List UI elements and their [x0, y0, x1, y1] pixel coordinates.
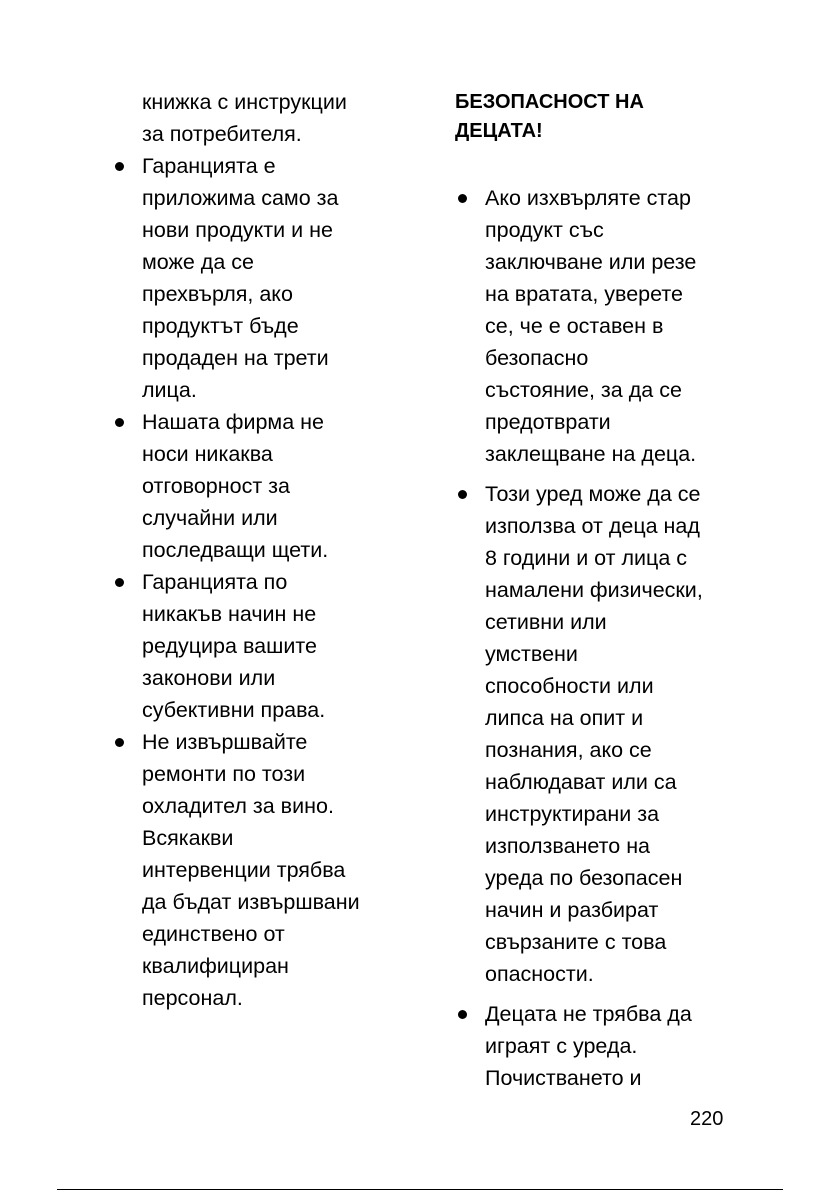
- bullet-list: [112, 150, 392, 1014]
- page-number: 220: [690, 1108, 724, 1130]
- text-line: за потребителя.: [142, 122, 302, 146]
- text-line: никакъв начин не: [142, 602, 317, 626]
- text-line: използването на: [485, 834, 651, 858]
- text-line: продукт със: [485, 218, 604, 242]
- continuation-text: [112, 86, 392, 150]
- text-line: продаден на трети: [142, 346, 329, 370]
- bullet-icon: [458, 1010, 467, 1019]
- left-column: [112, 86, 392, 1014]
- text-line: намалени физически,: [485, 578, 703, 602]
- list-item: [112, 150, 392, 406]
- bullet-icon: [115, 162, 124, 171]
- section-heading: [455, 86, 745, 146]
- text-line: редуцира вашите: [142, 634, 317, 658]
- text-line: се, че е оставен в: [485, 314, 664, 338]
- text-line: може да се: [142, 250, 254, 274]
- text-line: персонал.: [142, 986, 243, 1010]
- text-line: опасности.: [485, 962, 594, 986]
- text-line: уреда по безопасен: [485, 866, 683, 890]
- text-line: Нашата фирма не: [142, 410, 324, 434]
- list-item: [112, 726, 392, 1014]
- text-line: приложима само за: [142, 186, 339, 210]
- text-line: нови продукти и не: [142, 218, 333, 242]
- text-line: заклещване на деца.: [485, 442, 697, 466]
- text-line: състояние, за да се: [485, 378, 682, 402]
- footer-divider: [57, 1189, 783, 1190]
- text-line: инструктирани за: [485, 802, 660, 826]
- text-line: Всякакви: [142, 826, 234, 850]
- bullet-icon: [458, 194, 467, 203]
- text-line: книжка с инструкции: [142, 90, 347, 114]
- text-line: квалифициран: [142, 954, 289, 978]
- right-column: [455, 86, 745, 1094]
- list-item: [455, 182, 745, 470]
- bullet-icon: [115, 578, 124, 587]
- text-line: заключване или резе: [485, 250, 697, 274]
- list-item: [455, 998, 745, 1094]
- text-line: наблюдават или са: [485, 770, 677, 794]
- text-line: свързаните с това: [485, 930, 667, 954]
- text-line: безопасно: [485, 346, 589, 370]
- text-line: Гаранцията е: [142, 154, 276, 178]
- text-line: интервенции трябва: [142, 858, 346, 882]
- text-line: умствени: [485, 642, 578, 666]
- text-line: 8 години и от лица с: [485, 546, 688, 570]
- text-line: лица.: [142, 378, 197, 402]
- text-line: предотврати: [485, 410, 611, 434]
- text-line: на вратата, уверете: [485, 282, 683, 306]
- text-line: използва от деца над: [485, 514, 700, 538]
- bullet-icon: [115, 418, 124, 427]
- text-line: охладител за вино.: [142, 794, 334, 818]
- text-line: отговорност за: [142, 474, 290, 498]
- list-item: [112, 406, 392, 566]
- text-line: продуктът бъде: [142, 314, 299, 338]
- heading-line: ДЕЦАТА!: [455, 120, 543, 142]
- text-line: способности или: [485, 674, 654, 698]
- text-line: Гаранцията по: [142, 570, 288, 594]
- text-line: сетивни или: [485, 610, 607, 634]
- text-line: субективни права.: [142, 698, 326, 722]
- text-line: единствено от: [142, 922, 285, 946]
- text-line: начин и разбират: [485, 898, 659, 922]
- text-line: Не извършвайте: [142, 730, 308, 754]
- list-item: [112, 566, 392, 726]
- text-line: Този уред може да се: [485, 482, 701, 506]
- text-line: играят с уреда.: [485, 1034, 638, 1058]
- text-line: Ако изхвърляте стар: [485, 186, 691, 210]
- bullet-icon: [115, 738, 124, 747]
- text-line: случайни или: [142, 506, 278, 530]
- text-line: познания, ако се: [485, 738, 652, 762]
- text-line: липса на опит и: [485, 706, 644, 730]
- text-line: последващи щети.: [142, 538, 329, 562]
- text-line: да бъдат извършвани: [142, 890, 360, 914]
- bullet-icon: [458, 490, 467, 499]
- text-line: носи никаква: [142, 442, 273, 466]
- bullet-list: [455, 182, 745, 1094]
- heading-line: БЕЗОПАСНОСТ НА: [455, 91, 644, 113]
- list-item: [455, 478, 745, 990]
- text-line: Почистването и: [485, 1066, 642, 1090]
- text-line: ремонти по този: [142, 762, 306, 786]
- text-line: Децата не трябва да: [485, 1002, 692, 1026]
- text-line: законови или: [142, 666, 276, 690]
- text-line: прехвърля, ако: [142, 282, 293, 306]
